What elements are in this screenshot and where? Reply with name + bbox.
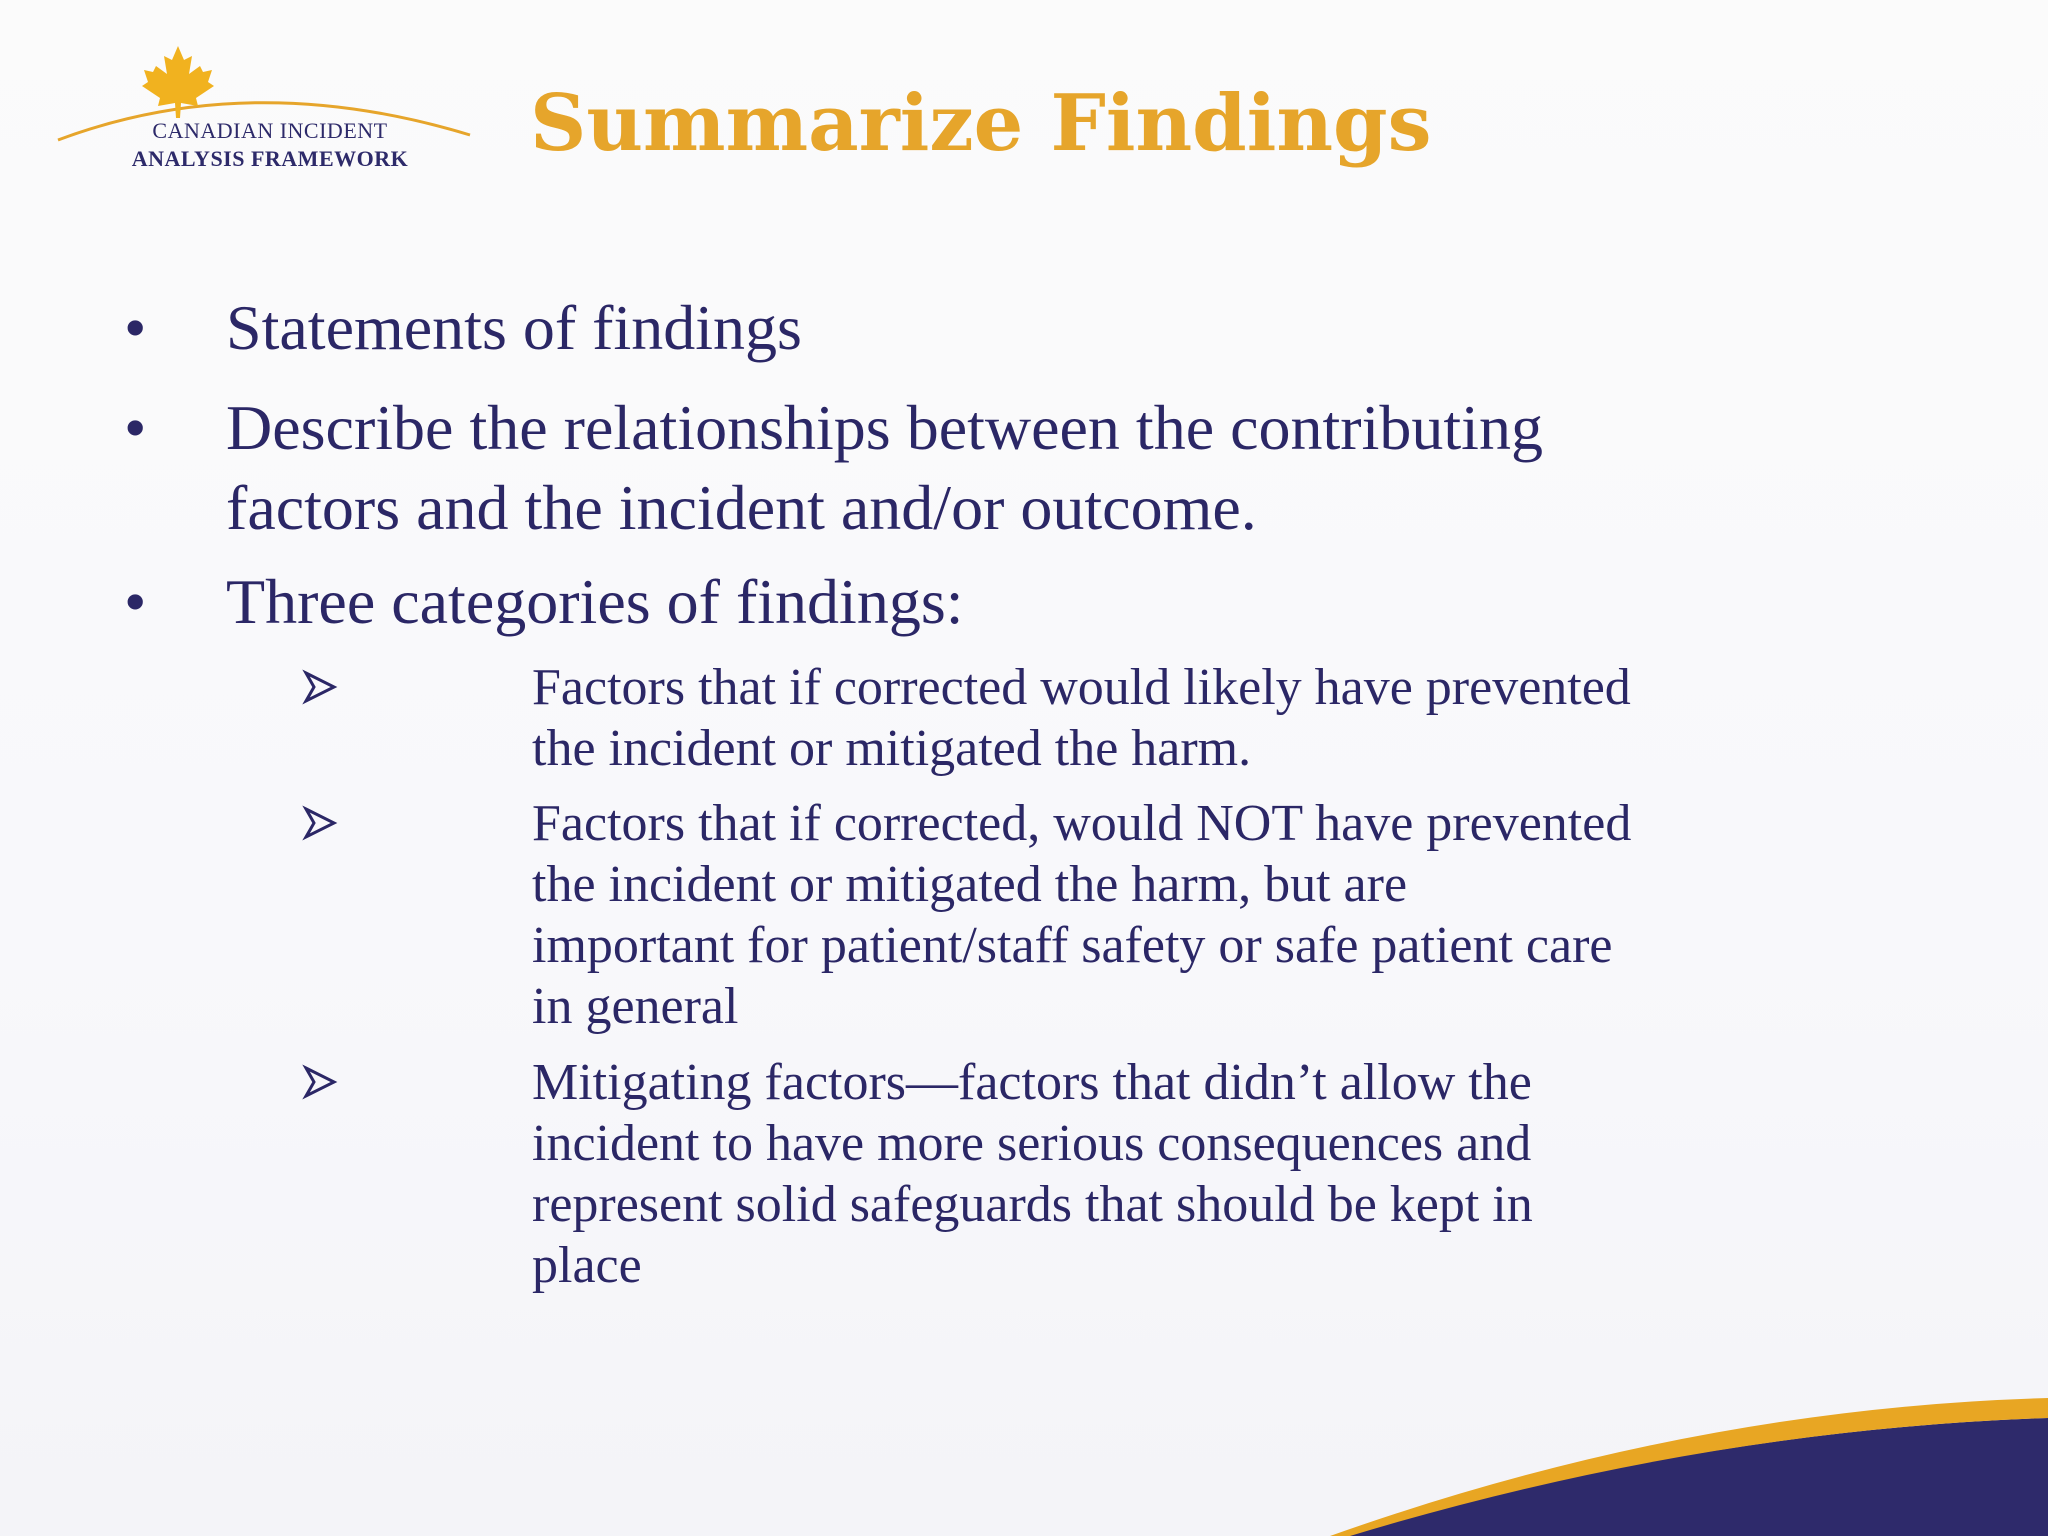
logo-line-1: CANADIAN INCIDENT [152, 118, 388, 143]
sub-bullet-text-line: the incident or mitigated the harm. [532, 720, 1252, 777]
sub-bullet-text-line: Factors that if corrected would likely have prevented [532, 659, 1631, 716]
sub-bullet-text-line: Mitigating factors—factors that didn’t allow the [532, 1054, 1532, 1111]
logo-line-2: ANALYSIS FRAMEWORK [131, 146, 409, 171]
bullet-text-line: Statements of findings [226, 292, 802, 363]
bullet-dot-icon: • [124, 566, 147, 637]
sub-bullet-text-line: the incident or mitigated the harm, but are [532, 856, 1408, 913]
sub-bullet-text-line: in general [532, 978, 739, 1035]
sub-bullet-text-line: represent solid safeguards that should be kept in [532, 1176, 1533, 1233]
bullet-text-line: factors and the incident and/or outcome. [226, 472, 1257, 543]
sub-bullet-text-line: important for patient/staff safety or safe patient care [532, 917, 1613, 974]
sub-bullet-text-line: incident to have more serious consequences and [532, 1115, 1532, 1172]
sub-bullet-text-line: place [532, 1237, 642, 1294]
bullet-dot-icon: • [124, 292, 147, 363]
slide-title: Summarize Findings [530, 78, 1432, 169]
sub-bullet-text-line: Factors that if corrected, would NOT have prevented [532, 795, 1632, 852]
bullet-text-line: Three categories of findings: [226, 566, 964, 637]
bullet-text-line: Describe the relationships between the contributing [226, 392, 1543, 463]
swoosh-dark-band [1340, 1418, 2048, 1536]
bullet-dot-icon: • [124, 392, 147, 463]
